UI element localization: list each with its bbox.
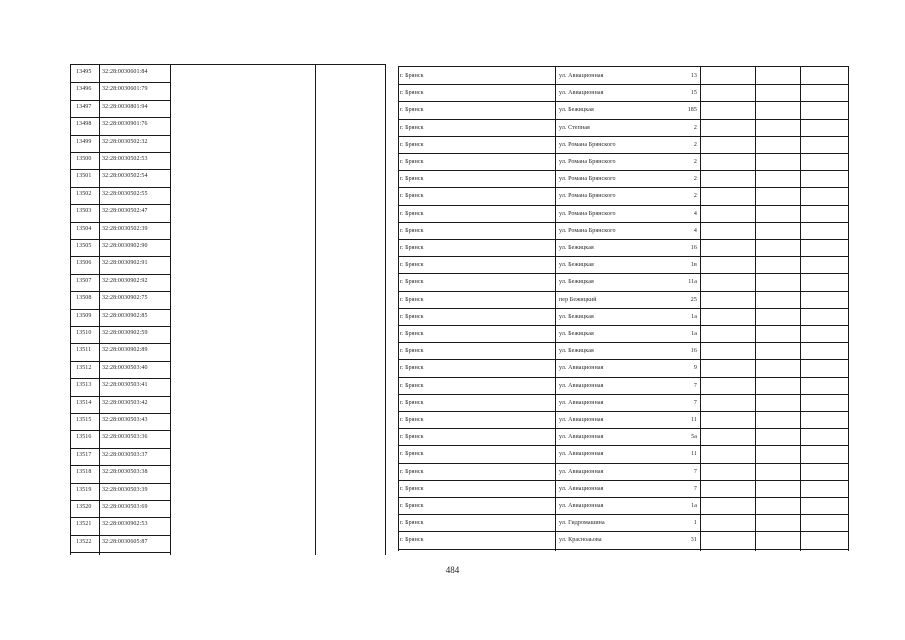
street-cell: ул. Гидромашина: [559, 520, 605, 527]
house-number: 7: [693, 485, 697, 492]
city-cell: г. Брянск: [400, 520, 424, 527]
row-number: 13522: [76, 538, 92, 545]
grid-line: [70, 117, 170, 118]
street-cell: ул. Бежицкая: [559, 348, 594, 355]
grid-line: [398, 411, 848, 412]
row-number: 13518: [76, 469, 92, 476]
row-number: 13504: [76, 225, 92, 232]
row-number: 13510: [76, 330, 92, 336]
cadastral-number: 32:28:0030503:37: [102, 451, 148, 458]
cadastral-number: 32:28:0030503:41: [102, 382, 148, 389]
street-cell: ул. Авиационная: [559, 434, 604, 441]
cadastral-number: 32:28:0030503:42: [102, 399, 148, 406]
grid-line: [398, 66, 848, 67]
city-cell: г. Брянск: [400, 503, 424, 509]
cadastral-number: 32:28:0030902:85: [102, 312, 148, 319]
grid-line: [800, 66, 801, 551]
grid-line: [70, 135, 170, 136]
street-cell: ул. Авиационная: [559, 503, 604, 509]
grid-line: [70, 378, 170, 379]
row-number: 13514: [76, 399, 92, 406]
row-number: 13495: [76, 69, 92, 75]
grid-line: [700, 66, 701, 551]
street-cell: ул. Авиационная: [559, 382, 604, 389]
grid-line: [755, 66, 756, 551]
cadastral-number: 32:28:0030902:59: [102, 330, 148, 336]
city-cell: г. Брянск: [400, 159, 424, 165]
row-number: 13509: [76, 312, 92, 319]
row-number: 13507: [76, 277, 92, 284]
grid-line: [398, 463, 848, 464]
grid-line: [398, 187, 848, 188]
city-cell: г. Брянск: [400, 468, 424, 475]
grid-line: [70, 82, 170, 83]
cadastral-number: 32:28:0030503:43: [102, 417, 148, 423]
house-number: 11а: [688, 279, 697, 286]
house-number: 2: [693, 159, 697, 165]
cadastral-number: 32:28:0030902:75: [102, 295, 148, 302]
street-cell: ул. Бежицкая: [559, 262, 594, 269]
grid-line: [70, 552, 170, 553]
grid-line: [398, 136, 848, 137]
grid-line: [70, 448, 170, 449]
street-cell: ул. Романа Брянского: [559, 141, 616, 148]
house-number: 7: [693, 399, 697, 406]
street-cell: ул. Авиационная: [559, 365, 604, 372]
row-number: 13520: [76, 504, 92, 510]
street-cell: ул. Бежицкая: [559, 331, 594, 337]
grid-line: [70, 100, 170, 101]
city-cell: г. Брянск: [400, 90, 424, 97]
grid-line: [398, 308, 848, 309]
row-number: 13498: [76, 121, 92, 128]
grid-line: [70, 152, 170, 153]
street-cell: ул. Романа Брянского: [559, 193, 616, 200]
city-cell: г. Брянск: [400, 124, 424, 131]
grid-line: [70, 64, 71, 555]
row-number: 13517: [76, 451, 92, 458]
grid-line: [398, 119, 848, 120]
house-number: 1а: [691, 313, 697, 320]
city-cell: г. Брянск: [400, 417, 424, 423]
city-cell: г. Брянск: [400, 331, 424, 337]
grid-line: [398, 377, 848, 378]
grid-line: [70, 535, 170, 536]
grid-line: [398, 359, 848, 360]
house-number: 2: [693, 176, 697, 183]
house-number: 16: [690, 245, 697, 251]
cadastral-number: 32:28:0030502:47: [102, 208, 148, 215]
grid-line: [398, 445, 848, 446]
street-cell: ул. Романа Брянского: [559, 227, 616, 234]
row-number: 13496: [76, 86, 92, 93]
cadastral-number: 32:28:0030502:53: [102, 156, 148, 162]
city-cell: г. Брянск: [400, 262, 424, 269]
grid-line: [70, 187, 170, 188]
grid-line: [398, 497, 848, 498]
row-number: 13501: [76, 173, 92, 180]
cadastral-number: 32:28:0030601:79: [102, 86, 148, 93]
house-number: 11: [691, 451, 697, 458]
house-number: 2: [693, 193, 697, 200]
house-number: 4: [693, 227, 697, 234]
grid-line: [398, 394, 848, 395]
house-number: 2: [693, 124, 697, 131]
grid-line: [70, 517, 170, 518]
grid-line: [385, 64, 386, 555]
street-cell: ул. Бежицкая: [559, 107, 594, 114]
city-cell: г. Брянск: [400, 296, 424, 303]
city-cell: г. Брянск: [400, 382, 424, 389]
city-cell: г. Брянск: [400, 227, 424, 234]
grid-line: [70, 64, 385, 65]
row-number: 13511: [76, 347, 92, 354]
row-number: 13505: [76, 243, 92, 249]
grid-line: [398, 239, 848, 240]
house-number: 15: [690, 90, 697, 97]
cadastral-number: 32:28:0030605:87: [102, 538, 148, 545]
grid-line: [398, 480, 848, 481]
grid-line: [398, 170, 848, 171]
grid-line: [70, 222, 170, 223]
grid-line: [398, 205, 848, 206]
cadastral-number: 32:28:0030902:91: [102, 260, 148, 267]
house-number: 7: [693, 468, 697, 475]
city-cell: г. Брянск: [400, 141, 424, 148]
cadastral-number: 32:28:0030902:92: [102, 277, 148, 284]
city-cell: г. Брянск: [400, 348, 424, 355]
cadastral-number: 32:28:0030901:76: [102, 121, 148, 128]
cadastral-number: 32:28:0030503:69: [102, 504, 148, 510]
city-cell: г. Брянск: [400, 485, 424, 492]
cadastral-number: 32:28:0030902:53: [102, 521, 148, 528]
house-number: 11: [691, 417, 697, 423]
row-number: 13519: [76, 486, 92, 493]
house-number: 16: [690, 348, 697, 355]
row-number: 13499: [76, 138, 92, 145]
house-number: 1: [693, 520, 697, 527]
house-number: 25: [690, 296, 697, 303]
grid-line: [70, 483, 170, 484]
grid-line: [398, 531, 848, 532]
grid-line: [398, 325, 848, 326]
city-cell: г. Брянск: [400, 399, 424, 406]
row-number: 13506: [76, 260, 92, 267]
street-cell: ул. Авиационная: [559, 90, 604, 97]
house-number: 13: [690, 73, 697, 79]
cadastral-number: 32:28:0030503:36: [102, 434, 148, 441]
grid-line: [398, 222, 848, 223]
street-cell: ул. Бежицкая: [559, 245, 594, 251]
street-cell: ул. Романа Брянского: [559, 159, 616, 165]
grid-line: [70, 274, 170, 275]
grid-line: [70, 204, 170, 205]
street-cell: ул. Романа Брянского: [559, 176, 616, 183]
house-number: 2: [693, 141, 697, 148]
row-number: 13508: [76, 295, 92, 302]
cadastral-number: 32:28:0030503:38: [102, 469, 148, 476]
cadastral-number: 32:28:0030503:40: [102, 364, 148, 371]
grid-line: [70, 239, 170, 240]
city-cell: г. Брянск: [400, 451, 424, 458]
cadastral-number: 32:28:0030502:55: [102, 190, 148, 197]
street-cell: пер Бежицкий: [559, 296, 597, 303]
grid-line: [398, 256, 848, 257]
grid-line: [398, 273, 848, 274]
cadastral-number: 32:28:0030601:84: [102, 69, 148, 75]
grid-line: [398, 291, 848, 292]
city-cell: г. Брянск: [400, 365, 424, 372]
city-cell: г. Брянск: [400, 313, 424, 320]
house-number: 185: [687, 107, 697, 114]
street-cell: ул. Авиационная: [559, 485, 604, 492]
city-cell: г. Брянск: [400, 245, 424, 251]
street-cell: ул. Степная: [559, 124, 590, 131]
cadastral-number: 32:28:0030902:90: [102, 243, 148, 249]
house-number: 1а: [691, 503, 697, 509]
grid-line: [398, 153, 848, 154]
street-cell: ул. Красноаьова: [559, 537, 602, 544]
cadastral-number: 32:28:0030502:39: [102, 225, 148, 232]
grid-line: [70, 343, 170, 344]
city-cell: г. Брянск: [400, 193, 424, 200]
row-number: 13521: [76, 521, 92, 528]
cadastral-number: 32:28:0030503:39: [102, 486, 148, 493]
city-cell: г. Брянск: [400, 210, 424, 217]
row-number: 13497: [76, 103, 92, 110]
grid-line: [398, 428, 848, 429]
city-cell: г. Брянск: [400, 107, 424, 114]
street-cell: ул. Бежицкая: [559, 279, 594, 286]
grid-line: [70, 291, 170, 292]
grid-line: [398, 549, 848, 550]
row-number: 13503: [76, 208, 92, 215]
house-number: 1в: [690, 262, 697, 269]
house-number: 4: [693, 210, 697, 217]
city-cell: г. Брянск: [400, 537, 424, 544]
house-number: 7: [693, 382, 697, 389]
grid-line: [70, 500, 170, 501]
city-cell: г. Брянск: [400, 176, 424, 183]
house-number: 31: [690, 537, 697, 544]
grid-line: [398, 66, 399, 551]
grid-line: [70, 361, 170, 362]
grid-line: [70, 396, 170, 397]
grid-line: [70, 169, 170, 170]
grid-line: [848, 66, 849, 551]
row-number: 13516: [76, 434, 92, 441]
grid-line: [315, 64, 316, 555]
street-cell: ул. Романа Брянского: [559, 210, 616, 217]
grid-line: [398, 84, 848, 85]
grid-line: [70, 413, 170, 414]
grid-line: [70, 326, 170, 327]
street-cell: ул. Авиационная: [559, 451, 604, 458]
street-cell: ул. Авиационная: [559, 417, 604, 423]
grid-line: [70, 430, 170, 431]
cadastral-number: 32:28:0030902:89: [102, 347, 148, 354]
grid-line: [99, 64, 100, 555]
row-number: 13502: [76, 190, 92, 197]
city-cell: г. Брянск: [400, 434, 424, 441]
grid-line: [70, 465, 170, 466]
page-number: 484: [445, 565, 460, 575]
row-number: 13515: [76, 417, 92, 423]
house-number: 1а: [691, 331, 697, 337]
cadastral-number: 32:28:0030502:32: [102, 138, 148, 145]
city-cell: г. Брянск: [400, 279, 424, 286]
street-cell: ул. Авиационная: [559, 399, 604, 406]
grid-line: [555, 66, 556, 551]
cadastral-number: 32:28:0030801:94: [102, 103, 148, 110]
row-number: 13513: [76, 382, 92, 389]
cadastral-number: 32:28:0030502:54: [102, 173, 148, 180]
street-cell: ул. Авиационная: [559, 73, 604, 79]
grid-line: [70, 309, 170, 310]
city-cell: г. Брянск: [400, 73, 424, 79]
grid-line: [398, 342, 848, 343]
house-number: 5а: [691, 434, 697, 441]
grid-line: [398, 514, 848, 515]
row-number: 13500: [76, 156, 92, 162]
grid-line: [398, 101, 848, 102]
grid-line: [170, 64, 171, 555]
grid-line: [70, 256, 170, 257]
street-cell: ул. Бежицкая: [559, 313, 594, 320]
row-number: 13512: [76, 364, 92, 371]
house-number: 9: [693, 365, 697, 372]
street-cell: ул. Авиационная: [559, 468, 604, 475]
